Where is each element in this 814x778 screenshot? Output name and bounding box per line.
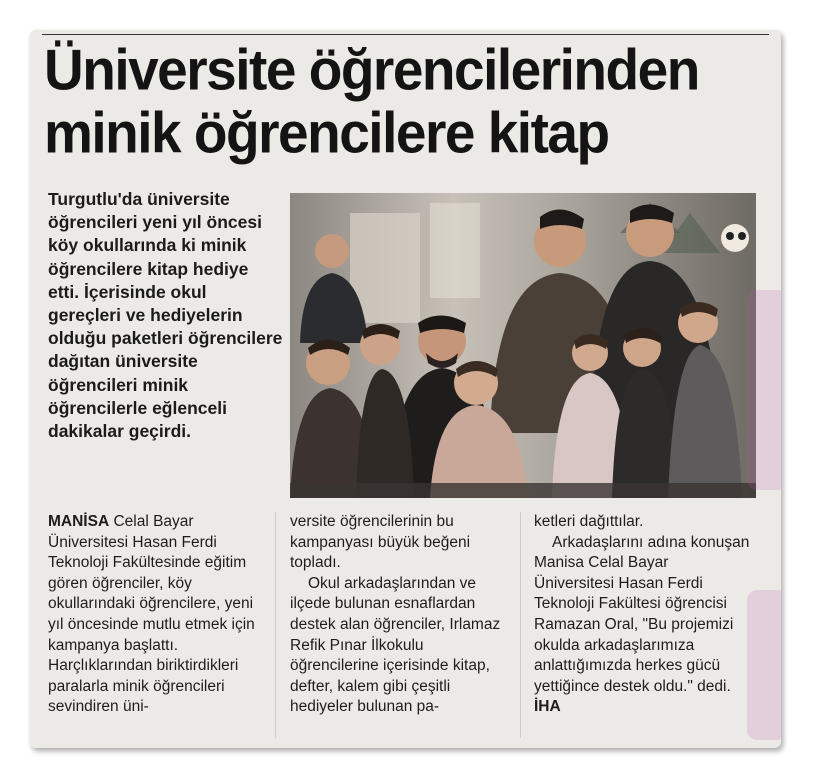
body-paragraph: versite öğrencilerinin bu kampanyası büyük beğeni topladı. (290, 513, 471, 572)
body-text: Celal Bayar Üniversitesi Hasan Ferdi Teknoloji Fakültesinde eğitim gören öğrenciler, köy okullarındaki öğrencilere, yeni yıl öncesinde mutlu etmek için kampanya başlattı. Harçlıklarından biriktirdikleri paralarla minik öğrencileri sevindiren üni- (48, 513, 255, 716)
body-paragraph: Arkadaşlarını adına konuşan Manisa Celal Bayar Üniversitesi Hasan Ferdi Teknoloji Fakültesi öğrencisi Ramazan Oral, "Bu projemizi okulda arkadaşlarımıza anlattığımızda herkes gücü yettiğince destek oldu." dedi. (534, 533, 750, 695)
lead-paragraph: Turgutlu'da üniversite öğrencileri yeni yıl öncesi köy okullarında ki minik öğrencilere kitap hediye etti. İçerisinde okul gereçleri ve hediyelerin olduğu paketleri öğrencilere dağıtan üniversite öğrencileri minik öğrencilerle eğlenceli dakikalar geçirdi. (48, 189, 283, 442)
newspaper-clipping (30, 30, 781, 748)
agency-credit: İHA (534, 698, 561, 716)
group-photo-illustration (290, 193, 756, 498)
body-paragraph: ketleri dağıttılar. (534, 513, 644, 530)
headline-line-2: minik öğrencilere kitap (44, 99, 609, 166)
ink-smudge (747, 290, 781, 490)
dateline: MANİSA (48, 513, 110, 530)
column-gutter (275, 512, 276, 738)
top-rule (42, 34, 769, 35)
body-paragraph: Okul arkadaşlarından ve ilçede bulunan esnaflardan destek alan öğrenciler, Irlamaz Refik Pınar İlkokulu öğrencilerine içerisinde kitap, defter, kalem gibi çeşitli hediyeler bulunan pa- (290, 574, 501, 716)
body-column-2 (290, 512, 508, 718)
column-gutter (520, 512, 521, 738)
body-column-1 (48, 512, 266, 718)
group-photo (290, 193, 756, 498)
headline (44, 38, 774, 164)
ink-smudge (747, 590, 781, 740)
headline-line-1: Üniversite öğrencilerinden (44, 36, 699, 103)
body-column-3 (534, 512, 752, 718)
